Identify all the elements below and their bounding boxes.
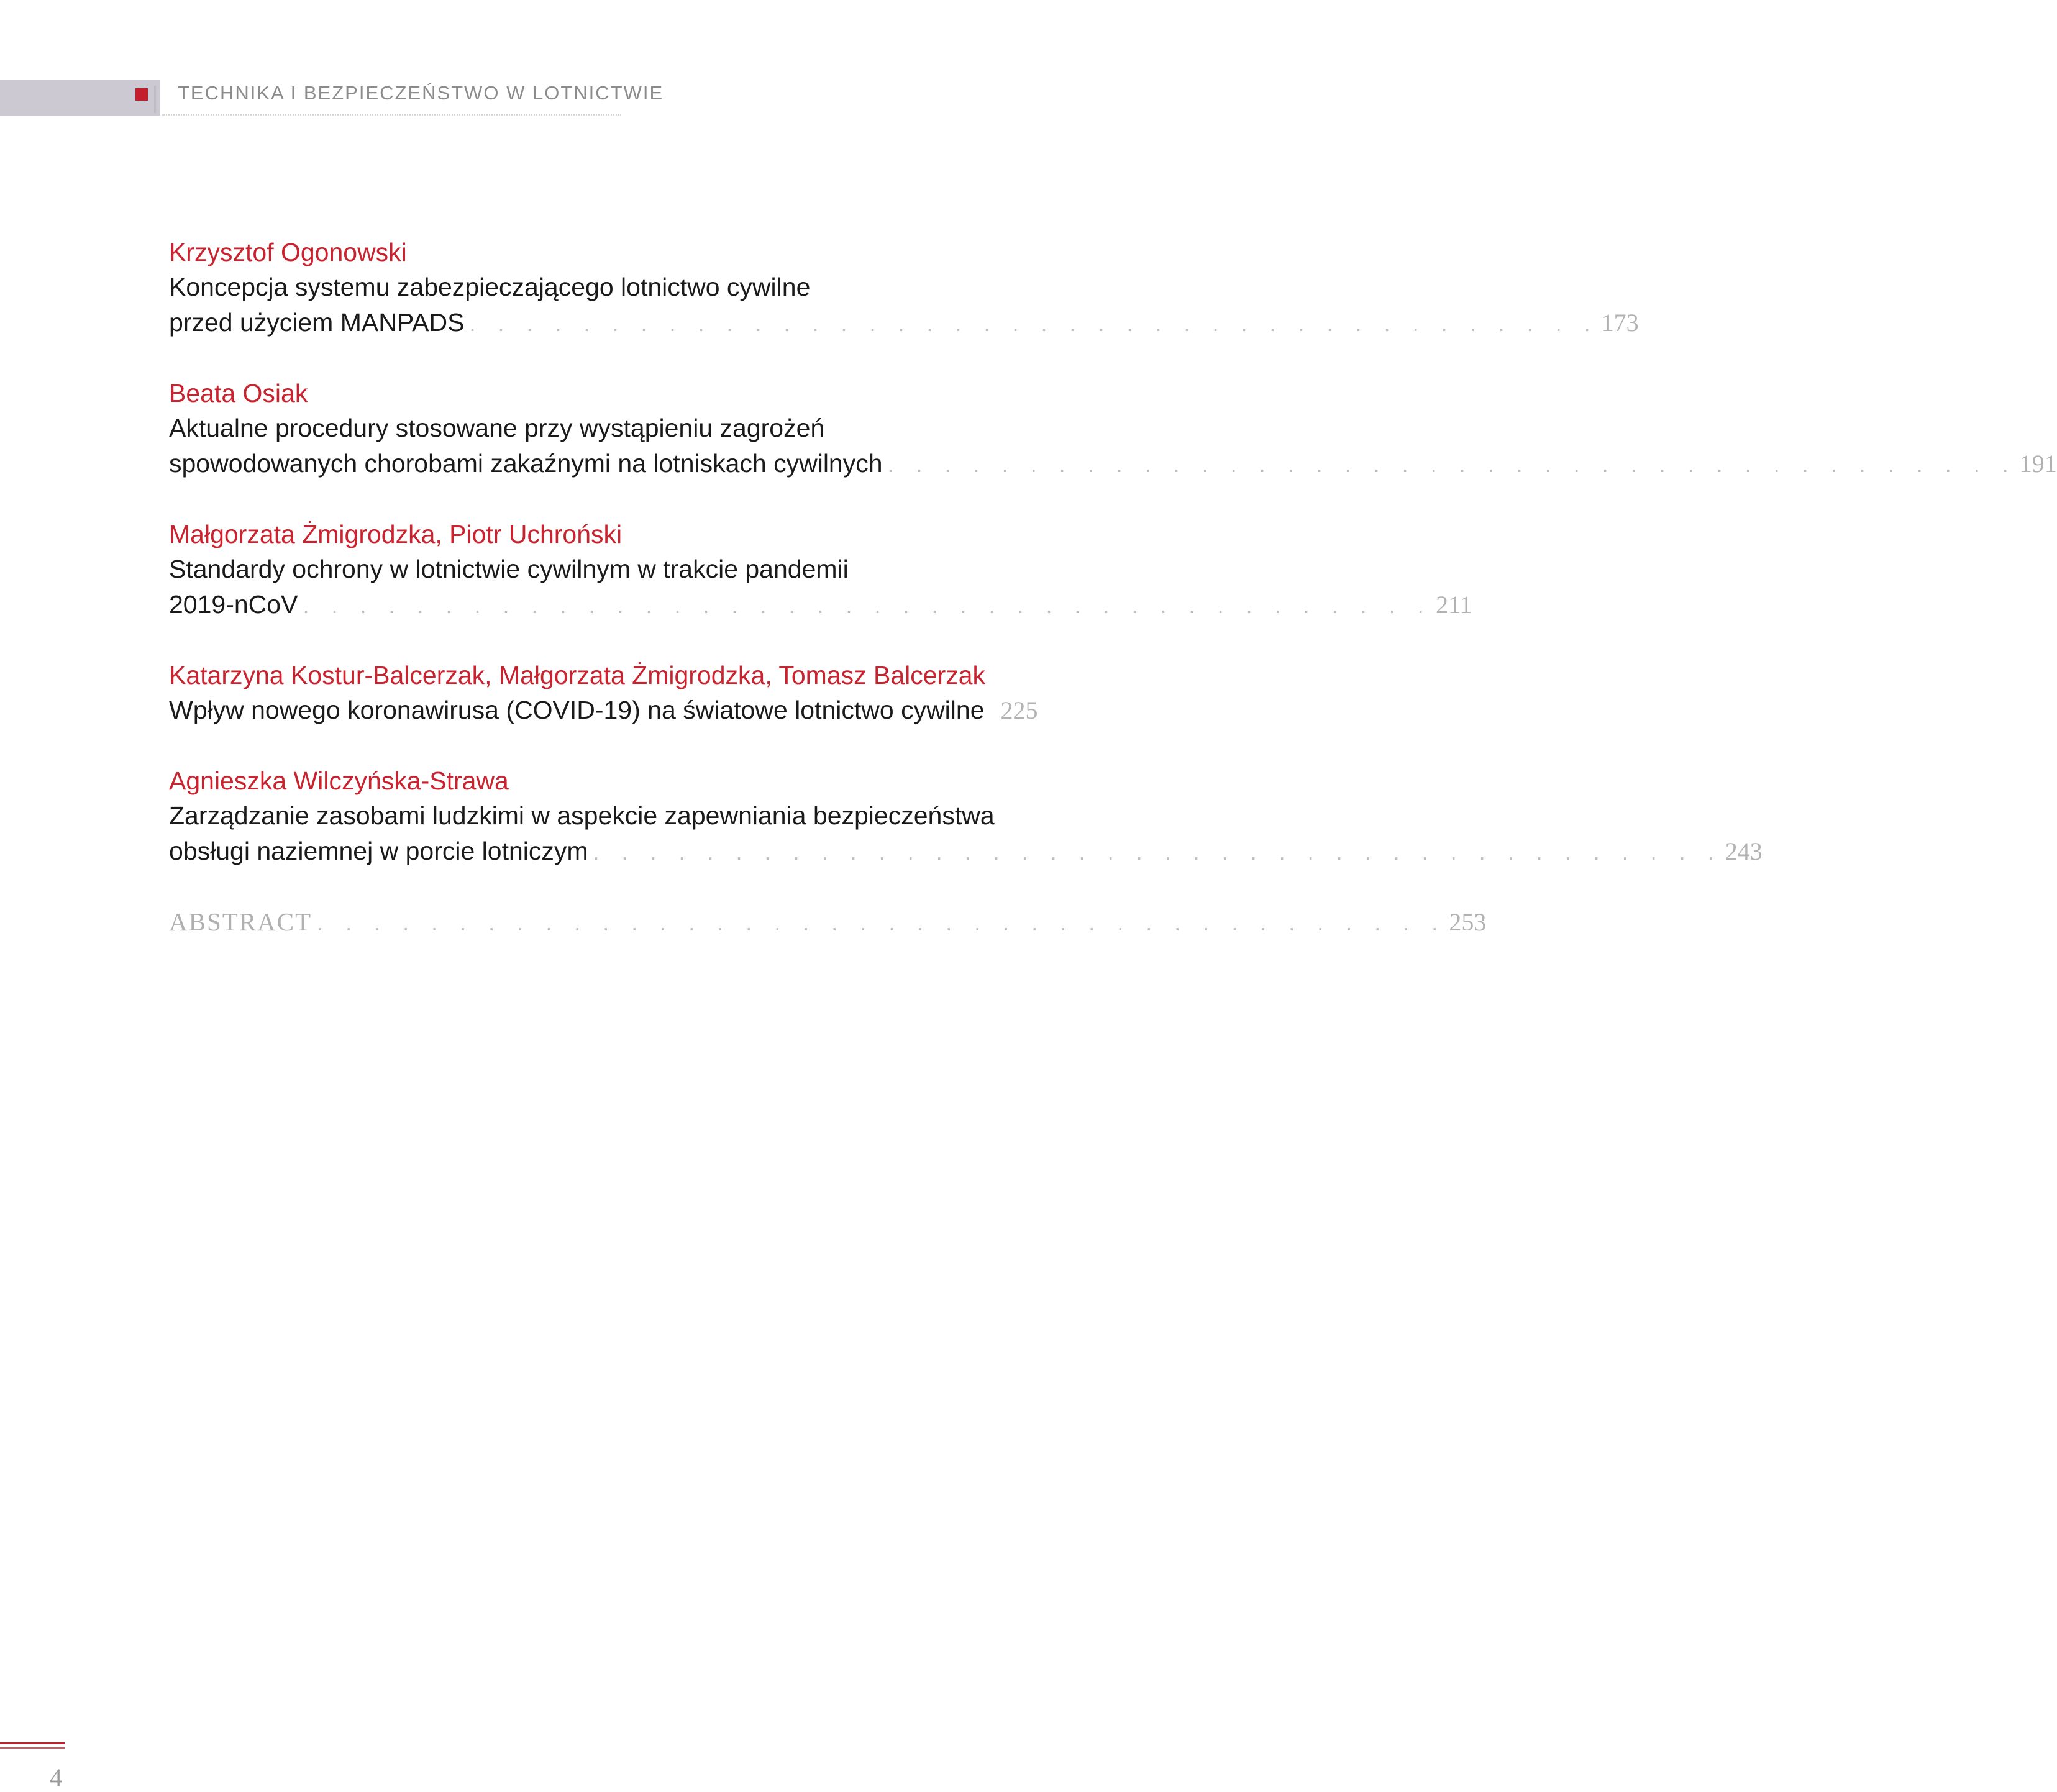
entry-title-last-line: [169, 305, 1639, 341]
entry-author: Agnieszka Wilczyńska-Strawa: [169, 766, 509, 795]
entry-title-text: Wpływ nowego koronawirusa (COVID-19) na światowe lotnictwo cywilne: [169, 696, 985, 724]
abstract-label: ABSTRACT: [169, 907, 312, 936]
entry-title-text: obsługi naziemnej w porcie lotniczym: [169, 837, 588, 865]
header-dotted-rule: [162, 114, 621, 116]
header-accent-square: [135, 88, 148, 101]
toc-entry[interactable]: [169, 658, 1038, 729]
entry-title-last-line: [169, 693, 1038, 729]
entry-title-text: 2019-nCoV: [169, 590, 298, 619]
entry-title-last-line: [169, 587, 1472, 623]
abstract-page-number: 253: [1449, 908, 1487, 936]
entry-title-text: spowodowanych chorobami zakaźnymi na lotniskach cywilnych: [169, 449, 883, 478]
toc-entry[interactable]: [169, 517, 1472, 623]
entry-author: Beata Osiak: [169, 379, 308, 407]
abstract-line: [169, 904, 1487, 940]
entry-page-number: 191: [2019, 450, 2057, 478]
footer-page-number: 4: [50, 1763, 62, 1791]
entry-page-number: 225: [1000, 696, 1038, 724]
entry-page-number: 173: [1601, 309, 1639, 337]
dot-leader: . . . . . . . . . . . . . . . . . . . . . . . . . . . . . . . . . . . . . . . .: [317, 910, 1438, 935]
toc-entry[interactable]: [169, 235, 1639, 341]
entry-title-text: przed użyciem MANPADS: [169, 308, 465, 337]
toc-entry[interactable]: [169, 763, 1763, 870]
entry-author: Małgorzata Żmigrodzka, Piotr Uchroński: [169, 520, 623, 548]
dot-leader: . . . . . . . . . . . . . . . . . . . . . . . . . . . . . . . . . . . . . . . .: [593, 839, 1714, 865]
entry-page-number: 211: [1436, 591, 1472, 619]
entry-title-last-line: [169, 834, 1763, 870]
table-of-contents: [169, 235, 2057, 940]
entry-title-last-line: [169, 446, 2057, 482]
footer-accent-rule: [0, 1742, 65, 1744]
dot-leader: . . . . . . . . . . . . . . . . . . . . . . . . . . . . . . . . . . . . . . . .: [887, 452, 2009, 477]
dot-leader: . . . . . . . . . . . . . . . . . . . . . . . . . . . . . . . . . . . . . . . .: [469, 311, 1590, 336]
header-divider: [154, 86, 156, 113]
toc-entry-abstract[interactable]: [169, 904, 1487, 940]
entry-title-line: Standardy ochrony w lotnictwie cywilnym w trakcie pandemii: [169, 555, 849, 583]
entry-author: Krzysztof Ogonowski: [169, 238, 407, 266]
dot-leader: . . . . . . . . . . . . . . . . . . . . . . . . . . . . . . . . . . . . . . . .: [303, 593, 1424, 618]
entry-page-number: 243: [1725, 837, 1763, 865]
entry-title-line: Zarządzanie zasobami ludzkimi w aspekcie zapewniania bezpieczeństwa: [169, 801, 995, 830]
footer-accent-rule-secondary: [0, 1747, 65, 1749]
entry-title-line: Aktualne procedury stosowane przy wystąpieniu zagrożeń: [169, 414, 825, 442]
entry-author: Katarzyna Kostur-Balcerzak, Małgorzata Żmigrodzka, Tomasz Balcerzak: [169, 661, 986, 689]
entry-title-line: Koncepcja systemu zabezpieczającego lotnictwo cywilne: [169, 273, 811, 301]
running-header-title: TECHNIKA I BEZPIECZEŃSTWO W LOTNICTWIE: [178, 82, 664, 104]
toc-entry[interactable]: [169, 376, 2057, 482]
